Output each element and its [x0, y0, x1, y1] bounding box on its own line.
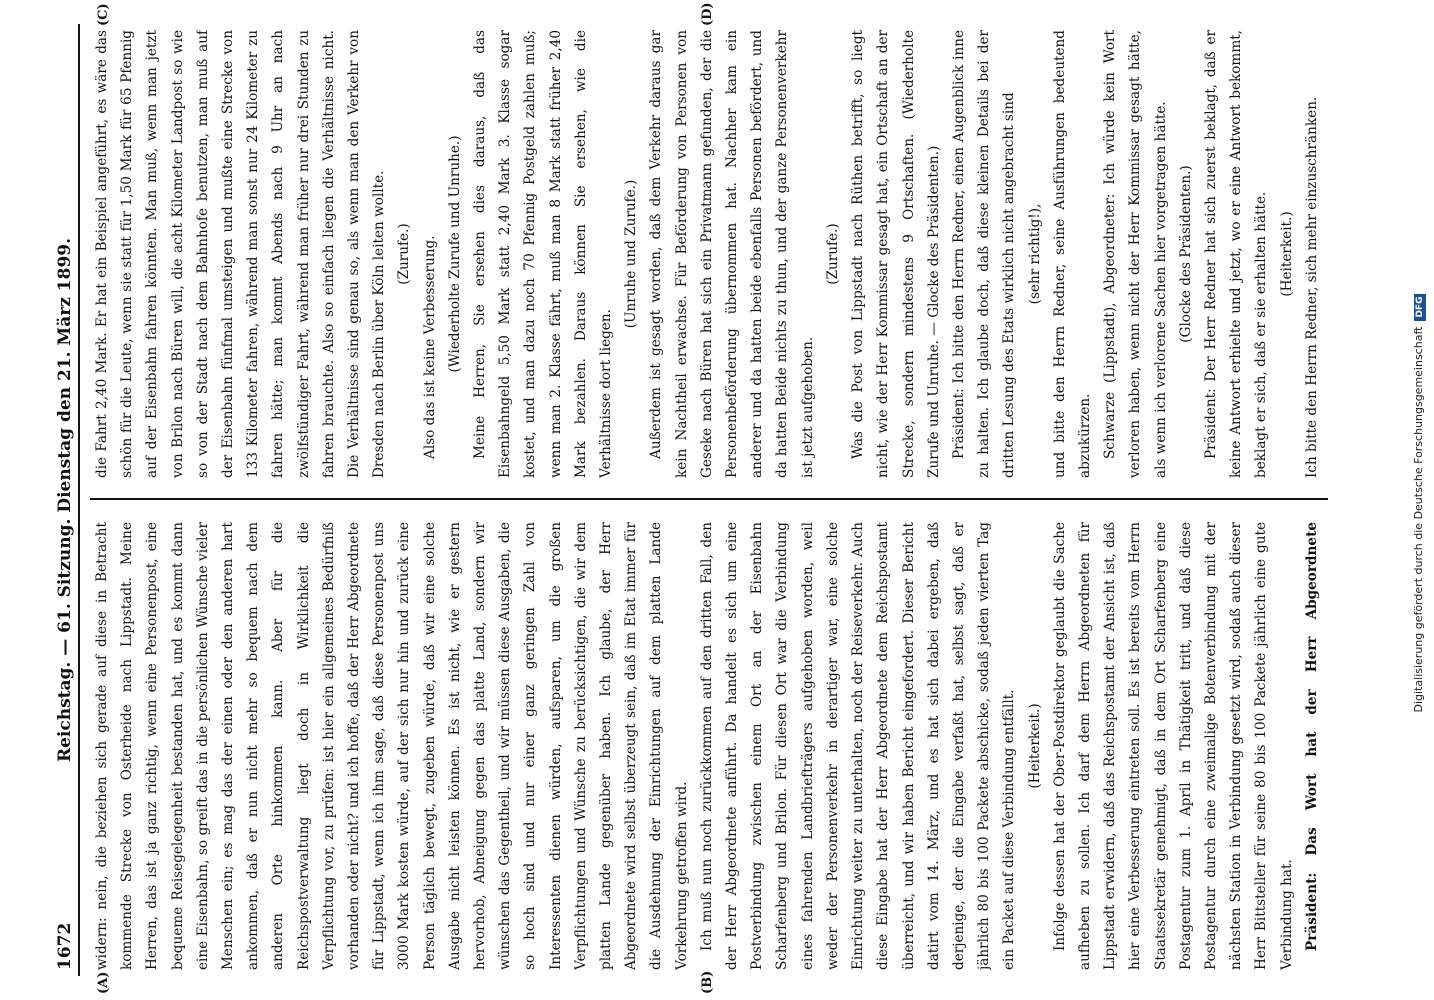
paragraph: und bitte den Herrn Redner, seine Ausführungen bedeutend abzukürzen.	[1051, 30, 1093, 478]
digitization-strip	[1408, 8, 1430, 998]
running-title: Reichstag. — 61. Sitzung. Dienstag den 21. März 1899.	[55, 237, 75, 763]
page-header	[52, 24, 80, 976]
margin-marker-c: (C)	[96, 3, 111, 26]
paragraph: Infolge dessen hat der Ober-Postdirektor geglaubt die Sache aufheben zu sollen. Ich darf dem Herrn Abgeordneten für Lippstadt erwidern, daß das Reichspostamt der Ansicht ist, daß hier eine Verbesserung eintreten soll. Es ist bereits vom Herrn Staatssekretär genehmigt, daß in dem Ort Scharfenberg eine Postagentur zum 1. April in Thätigkeit tritt, und daß diese Postagentur durch eine zweimalige Botenverbindung mit der nächsten Station in Verbindung gesetzt wird, sodaß auch dieser Herr Bittsteller für seine 80 bis 100 Packete jährlich eine gute Verbindung hat.	[1051, 522, 1295, 970]
interjection: (Unruhe und Zurufe.)	[623, 179, 640, 329]
page-number: 1672	[55, 922, 75, 970]
margin-marker-d: (D)	[700, 2, 715, 26]
paragraph: die Fahrt 2,40 Mark. Er hat ein Beispiel angeführt, es wäre das schön für die Leute, wenn sie statt für 1,50 Mark für 65 Pfennig auf der Eisenbahn fahren könnten. Man muß, wenn man jetzt von Brilon nach Büren will, die acht Kilometer Landpost so wie so von der Stadt nach dem Bahnhofe benutzen, man muß auf der Eisenbahn fünfmal umsteigen und mußte eine Strecke von 133 Kilometer fahren, während man sonst nur 24 Kilometer zu fahren hätte; man kommt Abends nach 9 Uhr an nach zwölfstündiger Fahrt, während man früher nur drei Stunden zu fahren brauchte. Also so einfach liegen die Verhältnisse nicht. Die Verhältnisse sind genau so, als wenn man den Verkehr von Dresden nach Berlin über Köln leiten wollte.	[94, 30, 388, 478]
dfg-logo: DFG	[1414, 294, 1426, 321]
margin-marker-b: (B)	[700, 970, 715, 994]
paragraph: Ich muß nun noch zurückkommen auf den dritten Fall, den der Herr Abgeordnete anführt. Da handelt es sich um eine Postverbindung zwischen einem Ort an der Eisenbahn Scharfenberg und Brilon. Für diesen Ort war die Verbindung eines fahrenden Landbriefträgers aufgehoben worden, weil weder der Personenverkehr in derartiger war, eine solche Einrichtung weiter zu unterhalten, noch der Reiseverkehr. Auch diese Eingabe hat der Herr Abgeordnete dem Reichspostamt überreicht, und wir haben Bericht eingefordert. Dieser Bericht datirt vom 14. März, und es hat sich dabei ergeben, daß derjenige, der die Eingabe verfaßt hat, selbst sagt, daß er jährlich 80 bis 100 Packete abschicke, sodaß jeden vierten Tag ein Packet auf diese Verbindung entfällt.	[698, 522, 1018, 970]
speaker-paragraph: Präsident: Das Wort hat der Herr Abgeordnete	[1303, 522, 1320, 951]
left-column	[90, 522, 1330, 970]
interjection: (sehr richtig!),	[1026, 203, 1043, 305]
paragraph: widern: nein, die beziehen sich gerade auf diese in Betracht kommende Strecke von Osterheide nach Lippstadt. Meine Herren, das ist ja ganz richtig, wenn eine Personenpost, eine bequeme Reisegelegenheit bestanden hat, und es kommt dann eine Eisenbahn, so greift das in die persönlichen Wünsche vieler Menschen ein; es mag das der einen oder den anderen hart ankommen, daß er nun nicht mehr so bequem nach dem anderen Orte hinkommen kann. Aber für die Reichspostverwaltung liegt doch in Wirklichkeit die Verpflichtung vor, zu prüfen: ist hier ein allgemeines Bedürfniß vorhanden oder nicht? und ich hoffe, daß der Herr Abgeordnete für Lippstadt, wenn ich ihm sage, daß diese Personenpost uns 3000 Mark kosten würde, auf der sich nur hin und zurück eine Person täglich bewegt, zugeben würde, daß wir eine solche Ausgabe nicht leisten können. Es ist nicht, wie er gestern hervorhob, Abneigung gegen das platte Land, sondern wir wünschen das Gegentheil, und wir müssen diese Ausgaben, die so hoch sind und nur einer ganz geringen Zahl von Interessenten dienen würden, aufsparen, um die großen Verpflichtungen und Wünsche zu berücksichtigen, die wir dem platten Lande gegenüber haben. Ich glaube, der Herr Abgeordnete wird selbst überzeugt sein, daß im Etat immer für die Ausdehnung der Einrichtungen auf dem platten Lande Vorkehrung getroffen wird.	[94, 522, 690, 970]
margin-marker-a: (A)	[96, 971, 111, 994]
paragraph: Außerdem ist gesagt worden, daß dem Verkehr daraus gar kein Nachtheil erwachse. Für Beförderung von Personen von Geseke nach Büren hat sich ein Privatmann gefunden, der die Personenbeförderung übernommen hat. Nachher kam ein anderer und da hatten beide ebenfalls Personen befördert, und da hatten Beide nichts zu thun, und der ganze Personenverkehr ist jetzt aufgehoben.	[648, 30, 816, 478]
speaker-paragraph: Schwarze (Lippstadt), Abgeordneter: Ich würde kein Wort verloren haben, wenn nicht der Herr Kommissar gesagt hätte, als wenn ich verlorene Sachen hier vorgetragen hätte.	[1102, 30, 1169, 478]
interjection: (Heiterkeit.)	[1026, 703, 1043, 789]
interjection: (Wiederholte Zurufe und Unruhe.)	[446, 135, 463, 373]
interjection: (Heiterkeit.)	[1278, 211, 1295, 297]
speaker-paragraph	[1325, 30, 1330, 478]
interjection: (Zurufe.)	[824, 223, 841, 285]
interjection: (Glocke des Präsidenten.)	[1177, 165, 1194, 343]
paragraph: Meine Herren, Sie ersehen dies daraus, daß das Eisenbahngeld 5,50 Mark statt 2,40 Mark 3. Klasse sogar kostet, und man dazu noch 70 Pfennig Postgeld zahlen muß; wenn man 2. Klasse fährt, muß man 8 Mark statt früher 2,40 Mark bezahlen. Daraus können Sie ersehen, wie die Verhältnisse dort liegen.	[472, 30, 615, 478]
digitization-note	[1408, 8, 1430, 998]
interjection: (Zurufe.)	[396, 223, 413, 285]
digitization-note-text: Digitalisierung gefördert durch die Deutsche Forschungsgemeinschaft	[1412, 326, 1425, 713]
column-divider	[90, 498, 1328, 500]
right-column	[90, 30, 1330, 478]
paragraph: Also das ist keine Verbesserung.	[421, 235, 438, 459]
paragraph: Was die Post von Lippstadt nach Rüthen betrifft, so liegt nicht, wie der Herr Kommissar gesagt hat, ein Ortschaft an der Strecke, sondern mindestens 9 Ortschaften. (Wiederholte Zurufe und Unruhe. — Glocke des Präsidenten.)	[850, 30, 942, 478]
speaker-paragraph: Präsident: Der Herr Redner hat sich zuerst beklagt, daß er keine Antwort erhielte und jetzt, wo er eine Antwort bekommt, beklagt er sich, daß er sie erhalten hätte.	[1202, 30, 1270, 478]
speaker-paragraph: Präsident: Ich bitte den Herrn Redner, einen Augenblick inne zu halten. Ich glaube doch, daß diese kleinen Details bei der dritten Lesung des Etats wirklich nicht angebracht sind	[950, 30, 1018, 478]
paragraph: Ich bitte den Herrn Redner, sich mehr einzuschränken.	[1303, 96, 1320, 478]
